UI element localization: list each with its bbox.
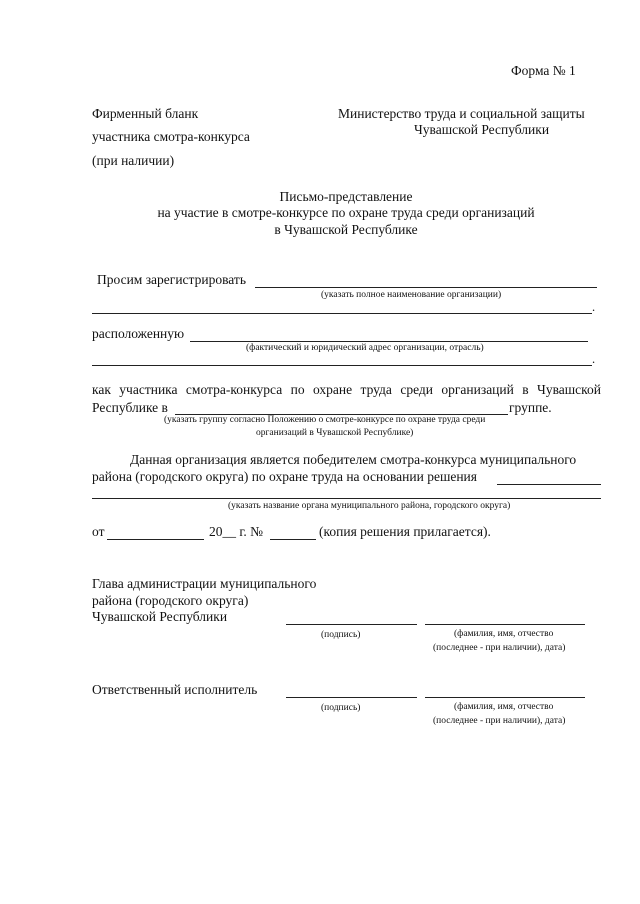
participant-line-2-end: группе. <box>509 400 552 415</box>
addressee-line-1: Министерство труда и социальной защиты <box>338 106 585 121</box>
located-end-mark: . <box>592 352 596 366</box>
title-line-2: на участие в смотре-конкурсе по охране труда среди организаций <box>157 205 535 220</box>
title-line-1: Письмо-представление <box>279 189 413 204</box>
executor-name-hint-1: (фамилия, имя, отчество <box>454 702 554 712</box>
head-name-hint-1: (фамилия, имя, отчество <box>454 629 554 639</box>
executor-name-line[interactable] <box>425 697 585 698</box>
register-label: Просим зарегистрировать <box>97 272 246 287</box>
head-title-line-1: Глава администрации муниципального <box>92 576 317 591</box>
title-line-3: в Чувашской Республике <box>274 222 418 237</box>
register-end-mark: . <box>592 300 596 314</box>
executor-signature-hint: (подпись) <box>321 703 361 713</box>
head-title-line-2: района (городского округа) <box>92 593 249 608</box>
authority-hint: (указать название органа муниципального района, городского округа) <box>228 501 511 511</box>
head-name-hint-2: (последнее - при наличии), дата) <box>433 643 566 653</box>
head-name-line[interactable] <box>425 624 585 625</box>
date-from: от <box>92 524 105 539</box>
executor-label: Ответственный исполнитель <box>92 682 258 697</box>
address-line[interactable] <box>190 341 588 342</box>
letterhead-line-2: участника смотра-конкурса <box>92 129 250 144</box>
located-label: расположенную <box>92 326 185 341</box>
head-signature-line[interactable] <box>286 624 417 625</box>
address-hint: (фактический и юридический адрес организации, отрасль) <box>246 343 484 353</box>
authority-line[interactable] <box>92 498 601 499</box>
organization-name-hint: (указать полное наименование организации) <box>321 290 502 300</box>
winner-line-1: Данная организация является победителем смотра-конкурса муниципального <box>130 452 577 467</box>
addressee-line-2: Чувашской Республики <box>414 122 550 137</box>
winner-line-2: района (городского округа) по охране труда на основании решения <box>92 469 477 484</box>
date-year: 20__ г. № <box>209 524 264 539</box>
letterhead-line-3: (при наличии) <box>92 153 175 168</box>
date-copy-note: (копия решения прилагается). <box>319 524 491 539</box>
executor-signature-line[interactable] <box>286 697 417 698</box>
address-line-2[interactable] <box>92 365 592 366</box>
decision-number-line[interactable] <box>270 539 316 540</box>
head-title-line-3: Чувашской Республики <box>92 609 228 624</box>
head-signature-hint: (подпись) <box>321 630 361 640</box>
organization-name-line[interactable] <box>255 287 597 288</box>
participant-line-1: как участника смотра-конкурса по охране труда среди организаций в Чувашской <box>92 382 601 397</box>
group-hint-2: организаций в Чувашской Республике) <box>256 428 414 438</box>
letterhead-line-1: Фирменный бланк <box>92 106 199 121</box>
form-number: Форма № 1 <box>511 63 576 78</box>
participant-line-2-start: Республике в <box>92 400 168 415</box>
date-day-line[interactable] <box>107 539 204 540</box>
group-hint-1: (указать группу согласно Положению о смотре-конкурсе по охране труда среди <box>164 415 486 425</box>
organization-name-line-2[interactable] <box>92 313 592 314</box>
executor-name-hint-2: (последнее - при наличии), дата) <box>433 716 566 726</box>
decision-line[interactable] <box>497 484 601 485</box>
